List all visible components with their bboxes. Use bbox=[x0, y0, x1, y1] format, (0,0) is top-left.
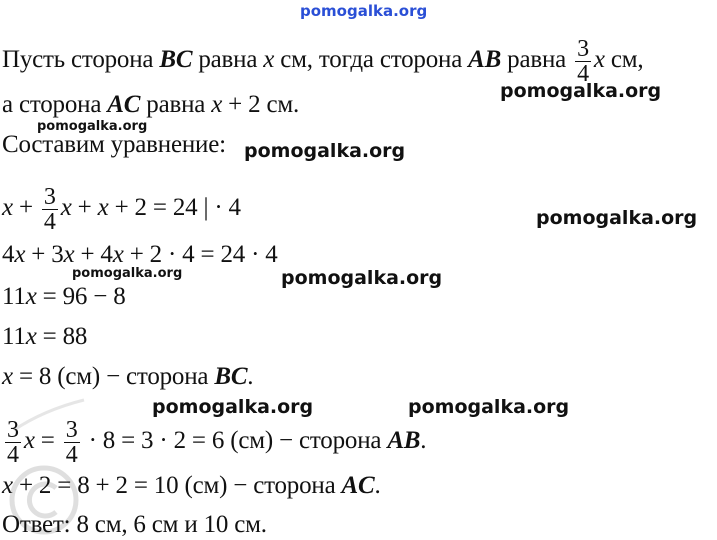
fraction-three-quarters: $\frac{3}{4}$ bbox=[7, 417, 19, 468]
solution-line-1: Пусть сторона BC равна x см, тогда сторона AB равна $\frac{3}{4}$ x см, bbox=[2, 36, 644, 87]
result-line-ac: x + 2 = 8 + 2 = 10 (см) − сторона AC. bbox=[2, 472, 381, 499]
solution-line-2: а сторона AC равна x + 2 см. bbox=[2, 91, 300, 118]
fraction-three-quarters: $\frac{3}{4}$ bbox=[577, 36, 589, 87]
watermark-text: pomogalka.org bbox=[500, 80, 662, 102]
result-line-ab: $\frac{3}{4}$ x = $\frac{3}{4}$ · 8 = 3 · 2 = 6 (см) − сторона AB. bbox=[7, 417, 427, 468]
equation-line: 4x + 3x + 4x + 2 · 4 = 24 · 4 bbox=[2, 241, 278, 268]
watermark-text: pomogalka.org bbox=[152, 396, 314, 418]
answer-line: Ответ: 8 см, 6 см и 10 см. bbox=[2, 511, 267, 538]
watermark-text: pomogalka.org bbox=[37, 119, 148, 134]
watermark-text: pomogalka.org bbox=[408, 396, 570, 418]
solution-line-3: Составим уравнение: bbox=[2, 131, 226, 158]
watermark-text: pomogalka.org bbox=[72, 266, 183, 281]
fraction-three-quarters: $\frac{3}{4}$ bbox=[43, 184, 56, 235]
equation-line: x + $\frac{3}{4}$ x + x + 2 = 24 | · 4 bbox=[2, 184, 241, 235]
equation-line: 11x = 96 − 8 bbox=[2, 283, 126, 310]
fraction-three-quarters: $\frac{3}{4}$ bbox=[65, 417, 78, 468]
result-line-bc: x = 8 (см) − сторона BC. bbox=[2, 363, 254, 390]
watermark-text: pomogalka.org bbox=[536, 207, 698, 229]
watermark-text: pomogalka.org bbox=[244, 140, 406, 162]
watermark-text: pomogalka.org bbox=[281, 267, 443, 289]
watermark-top: pomogalka.org bbox=[300, 2, 428, 20]
equation-line: 11x = 88 bbox=[2, 323, 88, 350]
